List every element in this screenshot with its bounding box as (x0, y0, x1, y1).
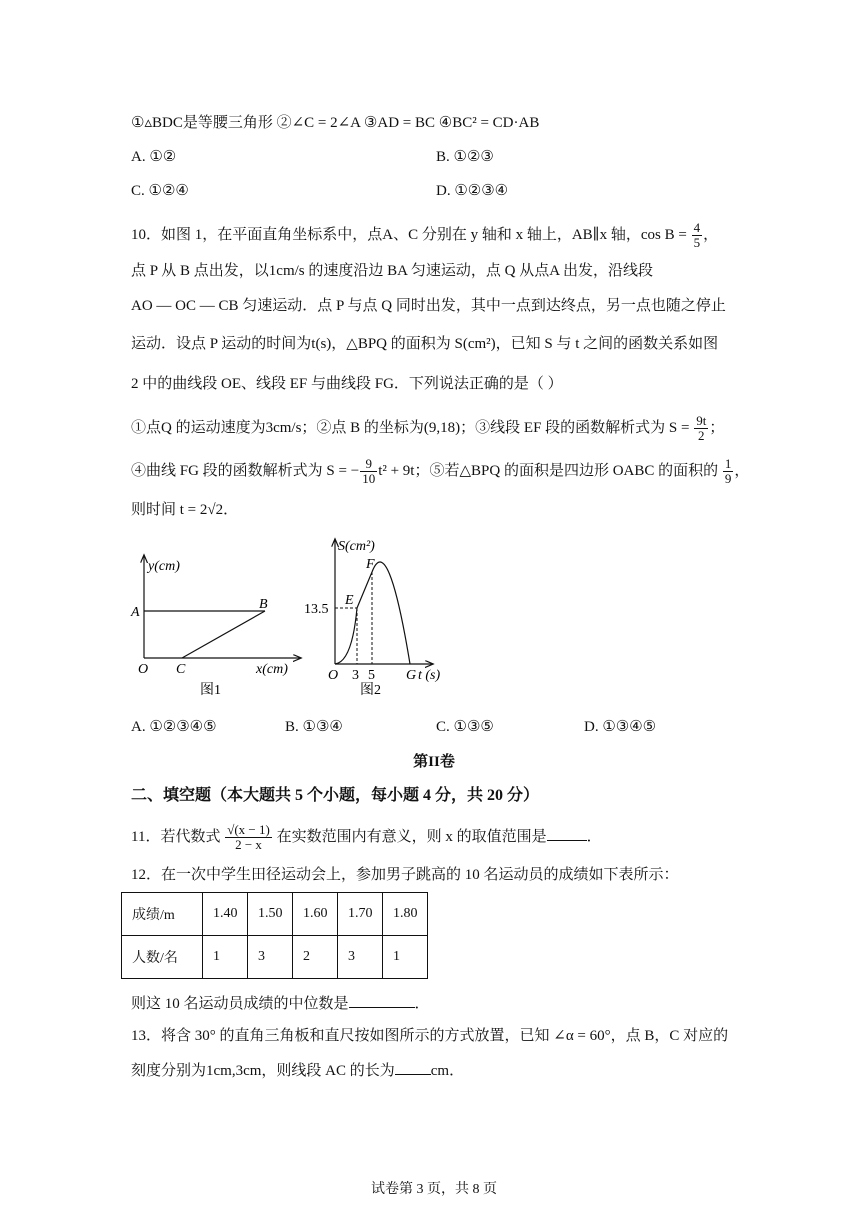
q9-option-c: C. ①②④ (131, 183, 189, 199)
table-cell: 1 (203, 936, 248, 979)
q10-option-c: C. ①③⑤ (436, 719, 494, 735)
q10-line6: ①点Q 的运动速度为3cm/s；②点 B 的坐标为(9,18)；③线段 EF 段的函数解析式为 S = $\frac{9t}{2}$ ； (131, 413, 725, 443)
tick-13-5: 13.5 (304, 602, 329, 617)
point-a-label: A (131, 605, 140, 620)
q10-option-b: B. ①③④ (285, 719, 343, 735)
table-header-cell: 人数/名 (122, 936, 203, 979)
point-g-label: G (406, 668, 417, 683)
q9-option-d: D. ①②③④ (436, 183, 509, 199)
q10-line5: 2 中的曲线段 OE、线段 EF 与曲线段 FG．下列说法正确的是（ ） (131, 376, 563, 392)
part2-title: 第II卷 (413, 754, 455, 770)
point-f-label: F (366, 557, 375, 572)
fig1-xlabel: x(cm) (256, 662, 288, 677)
q12-after: 则这 10 名运动员成绩的中位数是 ． (131, 993, 430, 1014)
point-e-label: E (345, 593, 354, 608)
table-cell: 1.50 (248, 893, 293, 936)
table-cell: 2 (293, 936, 338, 979)
point-c-label: C (176, 662, 186, 677)
table-cell: 1.70 (338, 893, 383, 936)
q11-fraction: $\frac{√(x - 1)}{2 - x}$ (227, 822, 270, 852)
q9-option-a: A. ①② (131, 149, 177, 165)
ef-fraction: $\frac{9t}{2}$ (696, 413, 707, 443)
point-b-label: B (259, 597, 268, 612)
q9-option-b: B. ①②③ (436, 149, 494, 165)
fg-fraction: $\frac{9}{10}$ (362, 456, 376, 486)
table-cell: 1.80 (383, 893, 428, 936)
segment-ef (357, 572, 372, 608)
fig2-caption: 图2 (360, 683, 381, 698)
q12-text: 12．在一次中学生田径运动会上，参加男子跳高的 10 名运动员的成绩如下表所示： (131, 867, 679, 883)
q10-line3: AO — OC — CB 匀速运动．点 P 与点 Q 同时出发，其中一点到达终点，另一点也随之停止 (131, 298, 726, 314)
table-cell: 1.60 (293, 893, 338, 936)
segment-cb (182, 611, 265, 658)
figure-1 (120, 548, 310, 703)
q13-line2: 刻度分别为1cm,3cm，则线段 AC 的长为 cm． (131, 1060, 464, 1081)
q10-line8: 则时间 t = 2√2． (131, 502, 239, 518)
q10-line4: 运动．设点 P 运动的时间为t(s)，△BPQ 的面积为 S(cm²)，已知 S 与 t 之间的函数关系如图 (131, 336, 719, 352)
tick-t3: 3 (352, 668, 359, 683)
table-cell: 1 (383, 936, 428, 979)
fig1-ylabel: y(cm) (148, 559, 180, 574)
q10-line2: 点 P 从 B 点出发，以1cm/s 的速度沿边 BA 匀速运动，点 Q 从点A 出发，沿线段 (131, 263, 653, 279)
ninth-fraction: $\frac{1}{9}$ (724, 456, 732, 486)
q13-line1: 13．将含 30° 的直角三角板和直尺按如图所示的方式放置，已知 ∠α = 60°，点 B，C 对应的 (131, 1028, 729, 1044)
q9-statements: ①▵BDC是等腰三角形 ②∠C = 2∠A ③AD = BC ④BC² = CD·AB (131, 115, 540, 131)
page-footer: 试卷第 3 页，共 8 页 (371, 1182, 497, 1197)
fig2-ylabel: S(cm²) (338, 539, 375, 554)
q11: 11．若代数式 $\frac{√(x - 1)}{2 - x}$ 在实数范围内有意义，则 x 的取值范围是 ． (131, 822, 602, 852)
table-row (122, 936, 428, 979)
cos-fraction: $\frac{4}{5}$ (693, 220, 701, 250)
q11-answer-blank[interactable] (547, 826, 587, 841)
table-header-cell: 成绩/m (122, 893, 203, 936)
curve-fg (372, 562, 410, 664)
q10-option-a: A. ①②③④⑤ (131, 719, 217, 735)
table-cell: 3 (248, 936, 293, 979)
table-cell: 1.40 (203, 893, 248, 936)
table-row (122, 893, 428, 936)
q10-line1: 10．如图 1，在平面直角坐标系中，点A、C 分别在 y 轴和 x 轴上，AB∥x 轴，cos B = $\frac{4}{5}$ ， (131, 220, 719, 250)
q13-answer-blank[interactable] (395, 1060, 431, 1075)
curve-oe (335, 608, 357, 664)
q12-answer-blank[interactable] (349, 993, 415, 1008)
fig2-origin-label: O (328, 668, 339, 683)
section2-heading: 二、填空题（本大题共 5 个小题，每小题 4 分，共 20 分） (131, 787, 540, 804)
q10-line7: ④曲线 FG 段的函数解析式为 S = − $\frac{9}{10}$ t² + 9t；⑤若△BPQ 的面积是四边形 OABC 的面积的 $\frac{1}{9}$ ， (131, 456, 750, 486)
tick-t5: 5 (368, 668, 375, 683)
scores-table (121, 892, 428, 979)
figure-2 (300, 532, 460, 704)
fig2-xlabel: t (s) (418, 668, 441, 683)
origin-label: O (138, 662, 149, 677)
table-cell: 3 (338, 936, 383, 979)
q10-option-d: D. ①③④⑤ (584, 719, 657, 735)
fig1-caption: 图1 (200, 683, 221, 698)
